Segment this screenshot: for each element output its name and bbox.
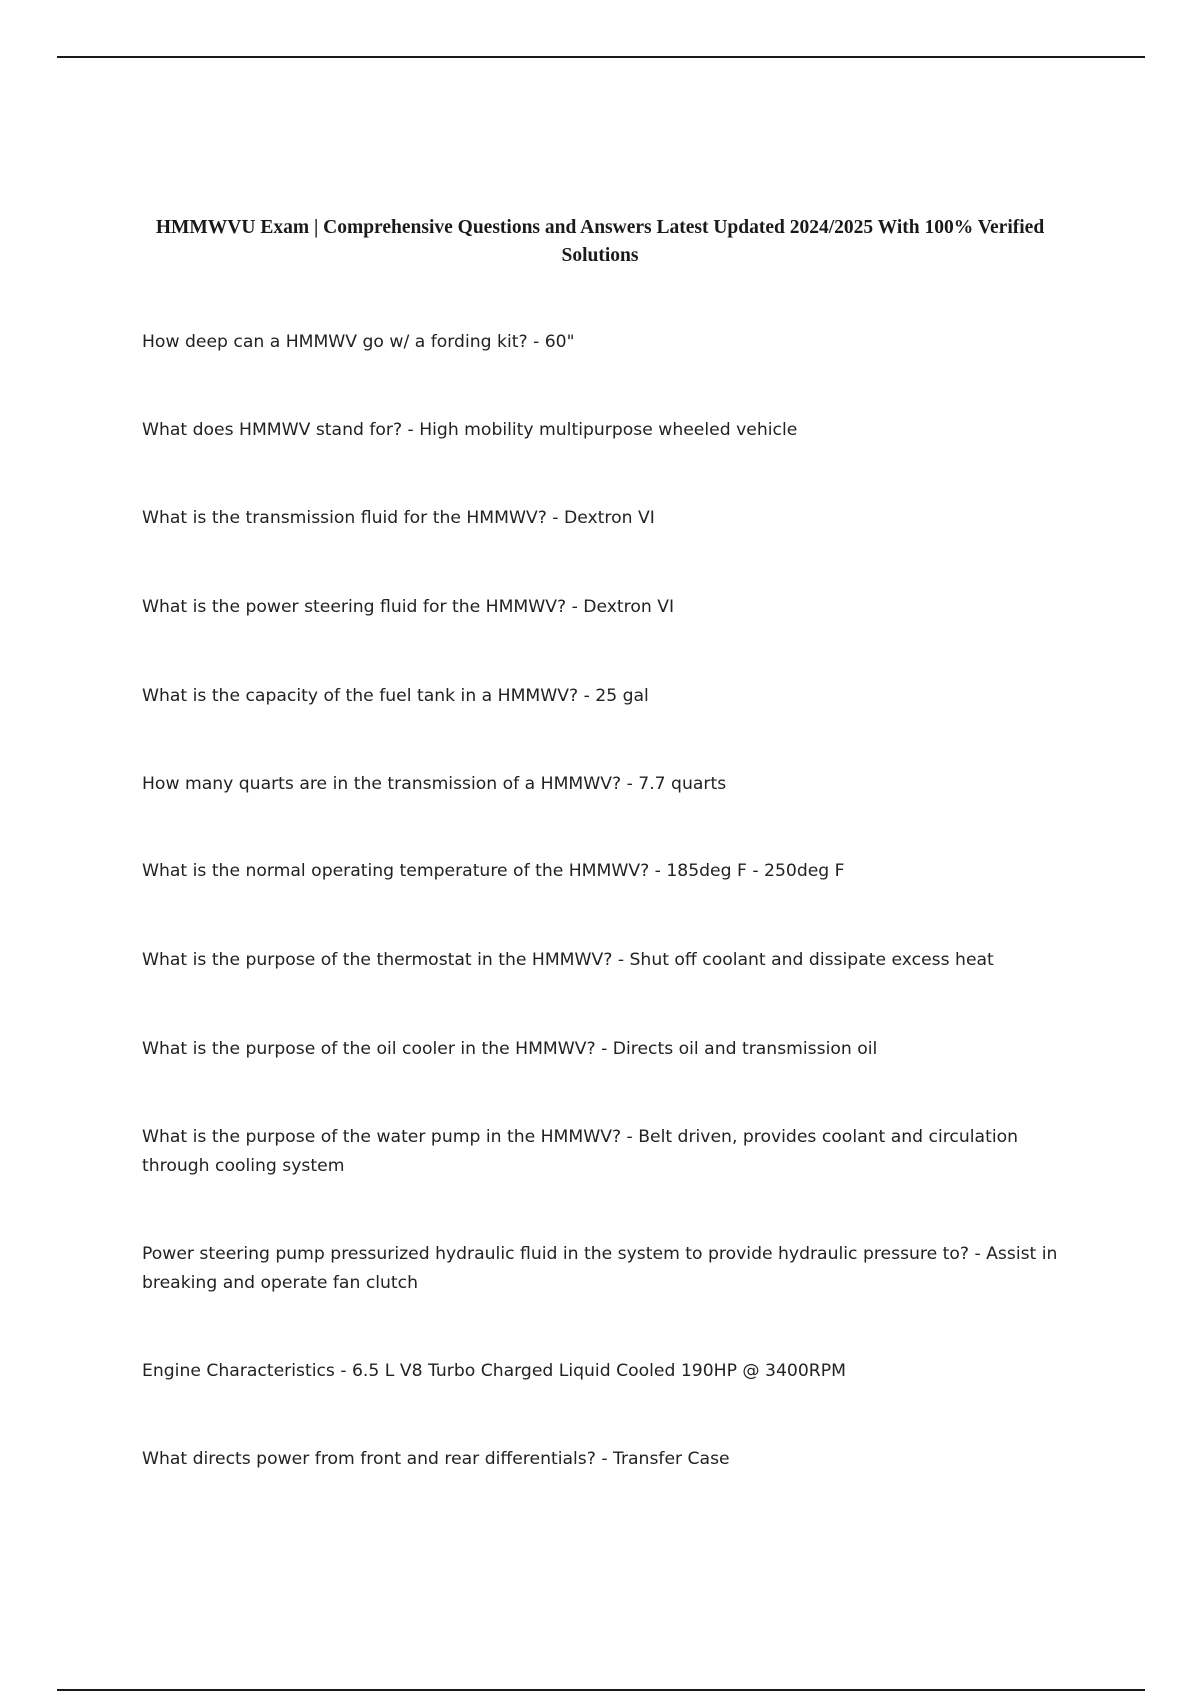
qa-item: Power steering pump pressurized hydraulic fluid in the system to provide hydraulic pressure to? - Assist in breaking and operate fan clutch xyxy=(142,1244,1058,1293)
qa-item: Engine Characteristics - 6.5 L V8 Turbo Charged Liquid Cooled 190HP @ 3400RPM xyxy=(142,1361,846,1381)
qa-item: What does HMMWV stand for? - High mobility multipurpose wheeled vehicle xyxy=(142,420,798,440)
qa-item: How many quarts are in the transmission of a HMMWV? - 7.7 quarts xyxy=(142,774,727,794)
qa-item: What is the purpose of the water pump in the HMMWV? - Belt driven, provides coolant and circulation through cooling system xyxy=(142,1127,1019,1176)
qa-item: What directs power from front and rear differentials? - Transfer Case xyxy=(142,1449,730,1469)
page-title: HMMWVU Exam | Comprehensive Questions and Answers Latest Updated 2024/2025 With 100% Verified Solutions xyxy=(155,217,1045,266)
qa-item: What is the capacity of the fuel tank in a HMMWV? - 25 gal xyxy=(142,686,649,706)
qa-item: What is the normal operating temperature of the HMMWV? - 185deg F - 250deg F xyxy=(142,861,845,881)
bottom-rule xyxy=(57,1689,1145,1691)
top-rule xyxy=(57,56,1145,58)
qa-item: How deep can a HMMWV go w/ a fording kit? - 60" xyxy=(142,332,575,352)
qa-item: What is the power steering fluid for the HMMWV? - Dextron VI xyxy=(142,597,675,617)
qa-item: What is the purpose of the oil cooler in the HMMWV? - Directs oil and transmission oil xyxy=(142,1039,878,1059)
qa-item: What is the transmission fluid for the HMMWV? - Dextron VI xyxy=(142,508,655,528)
qa-item: What is the purpose of the thermostat in the HMMWV? - Shut off coolant and dissipate excess heat xyxy=(142,950,994,970)
